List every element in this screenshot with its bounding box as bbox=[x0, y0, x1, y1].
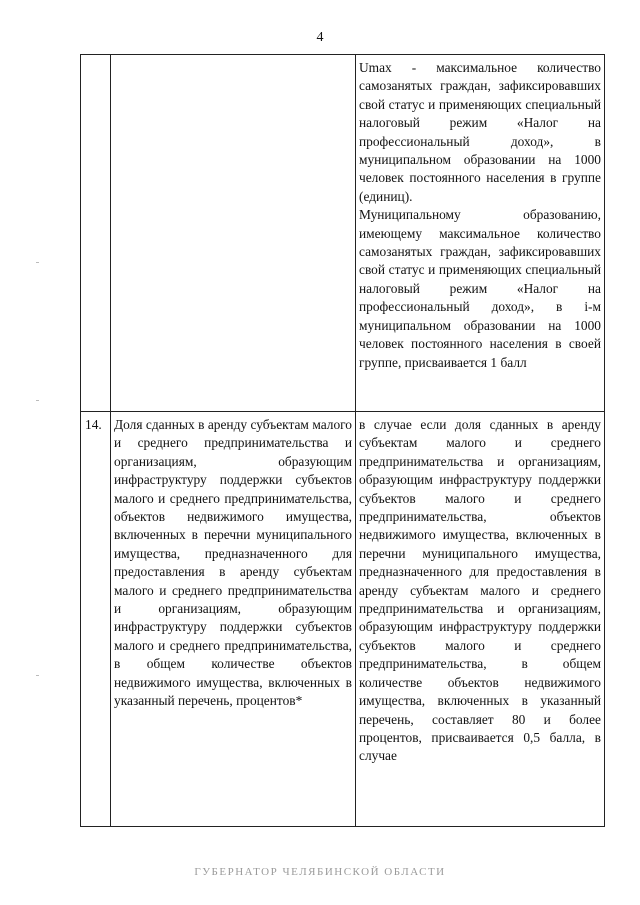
table-row bbox=[81, 55, 605, 412]
scan-margin-mark bbox=[36, 675, 39, 676]
row-number-cell: 14. bbox=[81, 412, 111, 827]
criteria-table bbox=[80, 54, 605, 827]
scan-margin-mark bbox=[36, 262, 39, 263]
document-footer: ГУБЕРНАТОР ЧЕЛЯБИНСКОЙ ОБЛАСТИ bbox=[194, 866, 446, 878]
scoring-method-cell bbox=[356, 55, 605, 412]
scoring-paragraph: Umax - максимальное количество самозанятых граждан, зафиксировавших свой статус и применяющих специальный налоговый режим «Налог на профессиональный доход», в муниципальном образовании на 1000 человек постоянного населения в группе (единиц). bbox=[359, 60, 601, 204]
scan-margin-mark bbox=[36, 400, 39, 401]
table-row bbox=[81, 412, 605, 827]
scoring-paragraph: в случае если доля сданных в аренду субъектам малого и среднего предпринимательства и организациям, образующим инфраструктуру поддержки субъектов малого и среднего предпринимательства, объектов недвижимого имущества, включенных в перечни муниципального имущества, предназначенного для предоставления в аренду субъектам малого и среднего предпринимательства и организациям, образующим инфраструктуру поддержки субъектов малого и среднего предпринимательства, в общем количестве объектов недвижимого имущества, включенных в указанный перечень, составляет 80 и более процентов, присваивается 0,5 балла, в случае bbox=[359, 417, 601, 764]
row-number-cell bbox=[81, 55, 111, 412]
scoring-method-cell bbox=[356, 412, 605, 827]
page-number: 4 bbox=[316, 30, 324, 45]
indicator-name-cell: Доля сданных в аренду субъектам малого и среднего предпринимательства и организациям, образующим инфраструктуру поддержки субъектов малого и среднего предпринимательства, объектов недвижимого имущества, включенных в перечни муниципального имущества, предназначенного для предоставления в аренду субъектам малого и среднего предпринимательства и организациям, образующим инфраструктуру поддержки субъектов малого и среднего предпринимательства, в общем количестве объектов недвижимого имущества, включенных в указанный перечень, процентов* bbox=[111, 412, 356, 827]
indicator-name-cell bbox=[111, 55, 356, 412]
scoring-paragraph: Муниципальному образованию, имеющему максимальное количество самозанятых граждан, зафиксировавших свой статус и применяющих специальный налоговый режим «Налог на профессиональный доход», в i-м муниципальном образовании на 1000 человек постоянного населения в своей группе, присваивается 1 балл bbox=[359, 207, 601, 370]
